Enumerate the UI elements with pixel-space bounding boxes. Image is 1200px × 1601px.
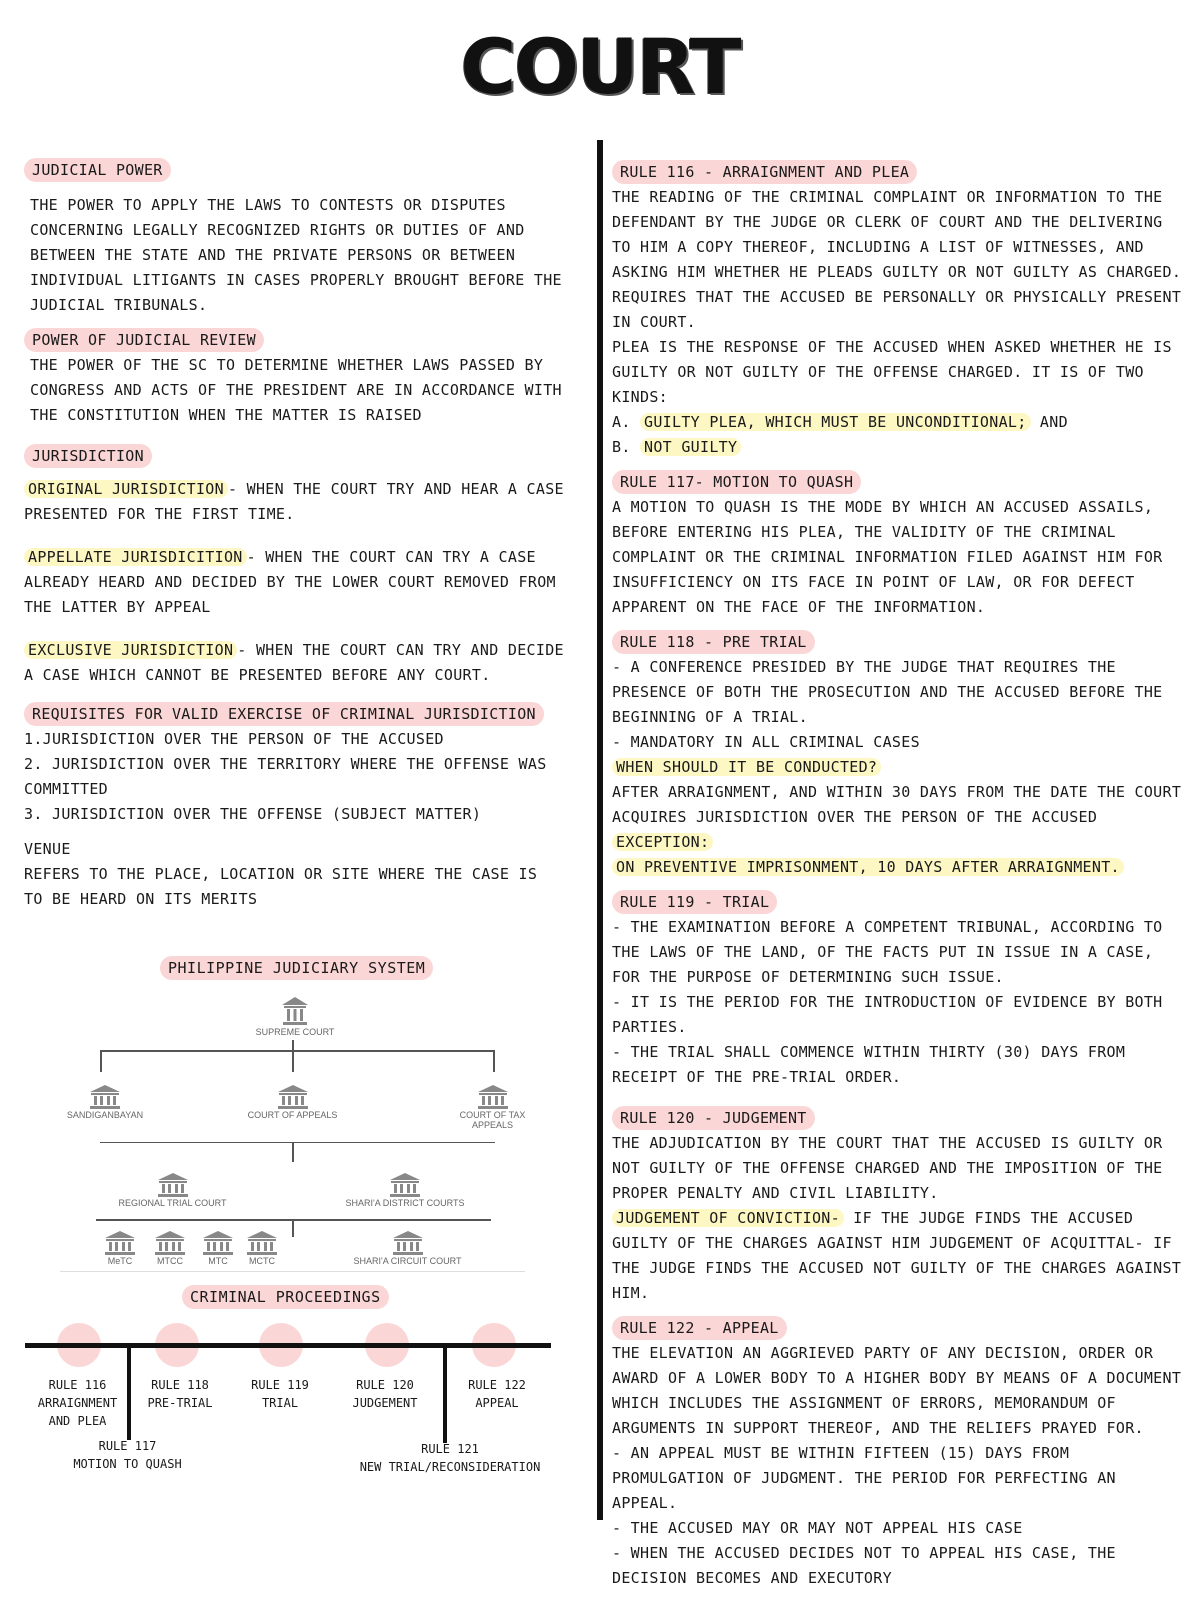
rule-118-q: [612, 755, 1187, 780]
exclusive-jurisdiction-term: EXCLUSIVE JURISDICTION: [24, 641, 237, 659]
rule-122-p3: - THE ACCUSED MAY OR MAY NOT APPEAL HIS CASE: [612, 1519, 1023, 1537]
courthouse-icon: [88, 1084, 122, 1110]
courthouse-icon: [280, 995, 310, 1027]
connector-line: [493, 1050, 495, 1072]
requisites-heading: REQUISITES FOR VALID EXERCISE OF CRIMINAL JURISDICTION: [24, 702, 544, 726]
appellate-jurisdiction-term: APPELLATE JURISDICITION: [24, 548, 247, 566]
judicial-review-text: THE POWER OF THE SC TO DETERMINE WHETHER LAWS PASSED BY CONGRESS AND ACTS OF THE PRESIDENT ARE IN ACCORDANCE WITH THE CONSTITUTION WHEN THE MATTER IS RAISED: [30, 356, 562, 424]
exception-label: EXCEPTION:: [612, 833, 713, 851]
timeline-label: NEW TRIAL/RECONSIDERATION: [359, 1460, 541, 1474]
mctc-label: MCTC: [249, 1256, 275, 1266]
venue-text: REFERS TO THE PLACE, LOCATION OR SITE WHERE THE CASE IS TO BE HEARD ON ITS MERITS: [24, 865, 538, 908]
jurisdiction-section: [24, 444, 564, 688]
rule-120-heading: RULE 120 - JUDGEMENT: [612, 1106, 815, 1130]
courthouse-icon: [276, 1084, 310, 1110]
rule-120-section: [612, 1106, 1187, 1306]
timeline-rule-116: [25, 1376, 130, 1430]
judiciary-title: PHILIPPINE JUDICIARY SYSTEM: [160, 956, 433, 980]
appellate-jurisdiction: [24, 545, 564, 620]
rule-117-section: [612, 470, 1187, 620]
timeline-label: RULE 116: [48, 1378, 107, 1392]
item-suffix: AND: [1039, 413, 1068, 431]
timeline-rule-119: [235, 1376, 325, 1412]
timeline-tick: [443, 1345, 447, 1443]
timeline-rule-118: [135, 1376, 225, 1412]
mtcc-node: [150, 1230, 190, 1266]
timeline-label: RULE 117: [98, 1439, 157, 1453]
proceedings-title: CRIMINAL PROCEEDINGS: [182, 1285, 389, 1309]
timeline-rule-122: [452, 1376, 542, 1412]
rule-116-p1: THE READING OF THE CRIMINAL COMPLAINT OR INFORMATION TO THE DEFENDANT BY THE JUDGE OR CLERK OF COURT AND THE DELIVERING TO HIM A COPY THEREOF, INCLUDING A LIST OF WITNESSES, AND ASKING HIM WHETHER HE PLEADS GUILTY OR NOT GUILTY AS CHARGED.: [612, 188, 1182, 281]
court-of-appeals-node: [240, 1084, 345, 1120]
sharia-district-label: SHARI'A DISTRICT COURTS: [345, 1198, 465, 1208]
metc-node: [100, 1230, 140, 1266]
timeline-label: AND PLEA: [48, 1414, 107, 1428]
judicial-review-heading: POWER OF JUDICIAL REVIEW: [24, 328, 264, 352]
rule-118-exception-text: [612, 855, 1187, 880]
original-jurisdiction: [24, 477, 564, 527]
rule-116-p2: REQUIRES THAT THE ACCUSED BE PERSONALLY OR PHYSICALLY PRESENT IN COURT.: [612, 288, 1182, 331]
right-column: [612, 160, 1187, 1601]
exception-text: ON PREVENTIVE IMPRISONMENT, 10 DAYS AFTER ARRAIGNMENT.: [612, 858, 1124, 876]
venue-section: [24, 837, 564, 912]
connector-line: [292, 1050, 294, 1072]
tax-appeals-label-1: COURT OF TAX: [459, 1110, 526, 1120]
timeline-rule-117: [60, 1437, 195, 1473]
judicial-power-heading: JUDICIAL POWER: [24, 158, 171, 182]
judiciary-chart: [60, 990, 530, 1275]
rule-116-b: [612, 435, 1187, 460]
rule-122-section: [612, 1316, 1187, 1591]
rule-119-p1: - THE EXAMINATION BEFORE A COMPETENT TRIBUNAL, ACCORDING TO THE LAWS OF THE LAND, OF THE FACTS PUT IN ISSUE IN A CASE, FOR THE PURPOSE OF DETERMINING SUCH ISSUE.: [612, 918, 1163, 986]
timeline-label: RULE 118: [151, 1378, 209, 1392]
sharia-district-node: [345, 1172, 465, 1208]
rule-122-p2: - AN APPEAL MUST BE WITHIN FIFTEEN (15) DAYS FROM PROMULGATION OF JUDGMENT. THE PERIOD FOR PERFECTING AN APPEAL.: [612, 1444, 1116, 1512]
exclusive-jurisdiction-text: - WHEN THE COURT CAN TRY AND DECIDE A CASE WHICH CANNOT BE PRESENTED BEFORE ANY COURT.: [24, 641, 564, 684]
rule-117-heading: RULE 117- MOTION TO QUASH: [612, 470, 861, 494]
timeline-label: MOTION TO QUASH: [73, 1457, 182, 1471]
rule-122-heading: RULE 122 - APPEAL: [612, 1316, 787, 1340]
item-prefix: A.: [612, 413, 631, 431]
criminal-proceedings-timeline: [25, 1320, 555, 1480]
rule-116-heading: RULE 116 - ARRAIGNMENT AND PLEA: [612, 160, 917, 184]
tax-appeals-label-2: APPEALS: [471, 1120, 514, 1130]
sharia-circuit-label: SHARI'A CIRCUIT COURT: [353, 1256, 462, 1266]
rule-118-p1: - A CONFERENCE PRESIDED BY THE JUDGE THAT REQUIRES THE PRESENCE OF BOTH THE PROSECUTION AND THE ACCUSED BEFORE THE BEGINNING OF A TRIAL.: [612, 658, 1163, 726]
rtc-node: [115, 1172, 230, 1208]
rtc-label: REGIONAL TRIAL COURT: [118, 1198, 227, 1208]
connector-line: [292, 1040, 294, 1050]
mtc-node: [198, 1230, 238, 1266]
column-divider: [597, 140, 603, 1520]
requisite-item: 3. JURISDICTION OVER THE OFFENSE (SUBJECT MATTER): [24, 805, 482, 823]
judicial-power-text: THE POWER TO APPLY THE LAWS TO CONTESTS OR DISPUTES CONCERNING LEGALLY RECOGNIZED RIGHTS OR DUTIES OF AND BETWEEN THE STATE AND THE PRIVATE PERSONS OR BETWEEN INDIVIDUAL LITIGANTS IN CASES PROPERLY BROUGHT BEFORE THE JUDICIAL TRIBUNALS.: [30, 196, 562, 314]
connector-line: [100, 1142, 495, 1143]
sharia-circuit-node: [350, 1230, 465, 1266]
rule-117-text: A MOTION TO QUASH IS THE MODE BY WHICH AN ACCUSED ASSAILS, BEFORE ENTERING HIS PLEA, THE VALIDITY OF THE CRIMINAL COMPLAINT OR THE CRIMINAL INFORMATION FILED AGAINST HIM FOR INSUFFICIENCY ON ITS FACE IN POINT OF LAW, OR FOR DEFECT APPARENT ON THE FACE OF THE INFORMATION.: [612, 498, 1163, 616]
timeline-label: RULE 119: [251, 1378, 309, 1392]
metc-label: MeTC: [107, 1256, 133, 1266]
rule-118-p2: - MANDATORY IN ALL CRIMINAL CASES: [612, 733, 920, 751]
connector-line: [292, 1219, 294, 1237]
courthouse-icon: [201, 1230, 235, 1256]
rule-118-p3: AFTER ARRAIGNMENT, AND WITHIN 30 DAYS FROM THE DATE THE COURT ACQUIRES JURISDICTION OVER THE PERSON OF THE ACCUSED: [612, 783, 1182, 826]
connector-line: [100, 1050, 495, 1052]
timeline-bar: [25, 1343, 551, 1348]
venue-heading: VENUE: [24, 840, 71, 858]
rule-119-heading: RULE 119 - TRIAL: [612, 890, 777, 914]
tax-appeals-node: [455, 1084, 530, 1130]
requisite-item: 1.JURISDICTION OVER THE PERSON OF THE ACCUSED: [24, 730, 444, 748]
item-prefix: B.: [612, 438, 631, 456]
timeline-rule-121: [355, 1440, 545, 1476]
original-jurisdiction-term: ORIGINAL JURISDICTION: [24, 480, 228, 498]
timeline-label: APPEAL: [475, 1396, 519, 1410]
courthouse-icon: [103, 1230, 137, 1256]
rule-122-p4: - WHEN THE ACCUSED DECIDES NOT TO APPEAL HIS CASE, THE DECISION BECOMES AND EXECUTORY: [612, 1544, 1116, 1587]
requisites-section: [24, 702, 564, 827]
rule-119-p3: - THE TRIAL SHALL COMMENCE WITHIN THIRTY (30) DAYS FROM RECEIPT OF THE PRE-TRIAL ORDER.: [612, 1043, 1126, 1086]
courthouse-icon: [153, 1230, 187, 1256]
guilty-plea-text: GUILTY PLEA, WHICH MUST BE UNCONDITIONAL;: [640, 413, 1031, 431]
rule-118-question: WHEN SHOULD IT BE CONDUCTED?: [612, 758, 881, 776]
rule-116-section: [612, 160, 1187, 460]
rule-120-p1: THE ADJUDICATION BY THE COURT THAT THE ACCUSED IS GUILTY OR NOT GUILTY OF THE OFFENSE CHARGED AND THE IMPOSITION OF THE PROPER PENALTY AND CIVIL LIABILITY.: [612, 1134, 1163, 1202]
timeline-label: RULE 122: [468, 1378, 526, 1392]
judicial-review-section: [24, 328, 564, 428]
courthouse-icon: [245, 1230, 279, 1256]
rule-118-heading: RULE 118 - PRE TRIAL: [612, 630, 815, 654]
chart-baseline: [60, 1271, 525, 1272]
timeline-label: PRE-TRIAL: [147, 1396, 213, 1410]
conviction-term: JUDGEMENT OF CONVICTION-: [612, 1209, 844, 1227]
rule-116-p3: PLEA IS THE RESPONSE OF THE ACCUSED WHEN ASKED WHETHER HE IS GUILTY OR NOT GUILTY OF THE OFFENSE CHARGED. IT IS OF TWO KINDS:: [612, 338, 1172, 406]
mtcc-label: MTCC: [157, 1256, 183, 1266]
timeline-label: RULE 121: [421, 1442, 479, 1456]
rule-118-section: [612, 630, 1187, 880]
courthouse-icon: [156, 1172, 190, 1198]
sandiganbayan-label: SANDIGANBAYAN: [66, 1110, 144, 1120]
appellate-jurisdiction-text: - WHEN THE COURT CAN TRY A CASE ALREADY HEARD AND DECIDED BY THE LOWER COURT REMOVED FROM THE LATTER BY APPEAL: [24, 548, 556, 616]
courthouse-icon: [388, 1172, 422, 1198]
courthouse-icon: [476, 1084, 510, 1110]
jurisdiction-heading: JURISDICTION: [24, 444, 152, 468]
courthouse-icon: [391, 1230, 425, 1256]
rule-119-section: [612, 890, 1187, 1090]
rule-118-exception: [612, 830, 1187, 855]
left-column: [24, 158, 564, 922]
exclusive-jurisdiction: [24, 638, 564, 688]
connector-line: [100, 1050, 102, 1072]
timeline-label: TRIAL: [261, 1396, 299, 1410]
timeline-label: JUDGEMENT: [352, 1396, 418, 1410]
connector-line: [292, 1142, 294, 1162]
rule-122-p1: THE ELEVATION AN AGGRIEVED PARTY OF ANY DECISION, ORDER OR AWARD OF A LOWER BODY TO A HIGHER BODY BY MEANS OF A DOCUMENT WHICH INCLUDES THE ASSIGNMENT OF ERRORS, MEMORANDUM OF ARGUMENTS IN SUPPORT THEREOF, AND THE RELIEFS PRAYED FOR.: [612, 1344, 1182, 1437]
page-title: COURT: [460, 22, 740, 111]
supreme-court-label: SUPREME COURT: [255, 1027, 335, 1037]
supreme-court-node: [245, 995, 345, 1037]
mtc-label: MTC: [208, 1256, 228, 1266]
judicial-power-section: [24, 158, 564, 318]
conviction-text: IF THE JUDGE FINDS THE ACCUSED GUILTY OF THE CHARGES AGAINST HIM JUDGEMENT OF ACQUITTAL- IF THE JUDGE FINDS THE ACCUSED NOT GUILTY OF THE CHARGES AGAINST HIM.: [612, 1209, 1182, 1302]
rule-120-p2: [612, 1206, 1187, 1306]
rule-119-p2: - IT IS THE PERIOD FOR THE INTRODUCTION OF EVIDENCE BY BOTH PARTIES.: [612, 993, 1163, 1036]
requisite-item: 2. JURISDICTION OVER THE TERRITORY WHERE THE OFFENSE WAS COMMITTED: [24, 755, 547, 798]
sandiganbayan-node: [60, 1084, 150, 1120]
court-of-appeals-label: COURT OF APPEALS: [247, 1110, 338, 1120]
timeline-rule-120: [340, 1376, 430, 1412]
rule-116-a: [612, 410, 1187, 435]
original-jurisdiction-text: - WHEN THE COURT TRY AND HEAR A CASE PRESENTED FOR THE FIRST TIME.: [24, 480, 564, 523]
mctc-node: [242, 1230, 282, 1266]
timeline-label: RULE 120: [356, 1378, 414, 1392]
not-guilty-text: NOT GUILTY: [640, 438, 741, 456]
timeline-label: ARRAIGNMENT: [37, 1396, 118, 1410]
